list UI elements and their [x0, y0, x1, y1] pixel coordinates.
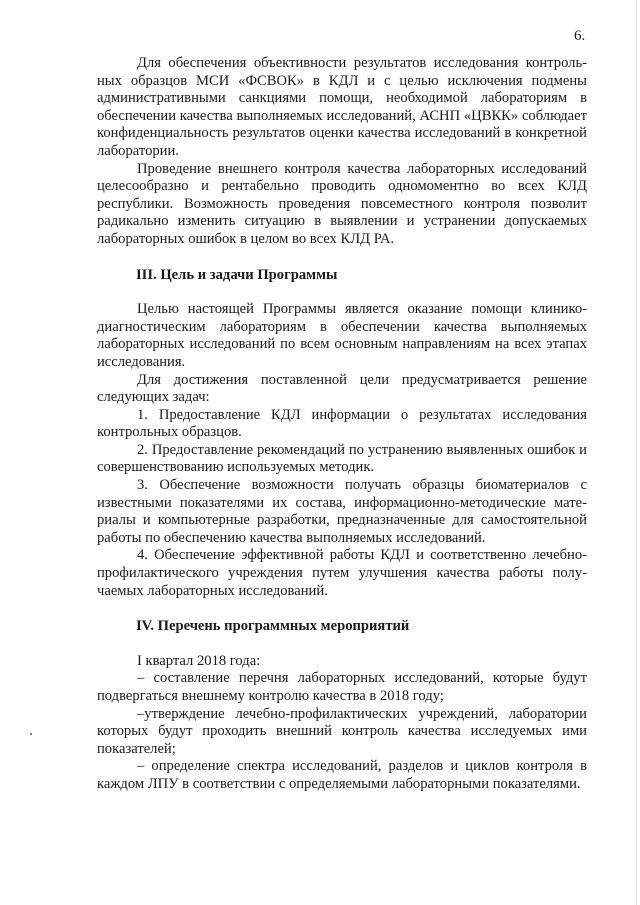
paragraph: Для достижения поставленной цели предусматривается решение следующих задач: [97, 371, 587, 406]
scan-artifact-dot [30, 733, 32, 735]
task-item-4: 4. Обеспечение эффективной работы КДЛ и соответственно лечебно-профилактического учреждения путем улучшения качества работы получаемых лабораторных исследований. [97, 547, 587, 599]
activity-item: – составление перечня лабораторных исследований, которые будут подвергаться внешнему контролю качества в 2018 году; [97, 670, 587, 704]
section-heading-3: III. Цель и задачи Программы [136, 266, 338, 283]
section-heading-4: IV. Перечень программных мероприятий [136, 618, 410, 635]
paragraph: Целью настоящей Программы является оказание помощи клинико-диагностическим лабораториям в обеспечении качества выполняемых лабораторных исследований по всем основным направлениям на всех этапах исследования. [97, 301, 587, 370]
page-edge [636, 0, 637, 905]
activity-item: –утверждение лечебно-профилактических учреждений, лаборатории которых будут проходить внешний контроль качества исследуемых ими показателей; [97, 705, 587, 757]
page-number: 6. [574, 28, 586, 44]
document-body [97, 55, 587, 794]
task-item-3: 3. Обеспечение возможности получать образцы биоматериалов с известными показателями их состава, информационно-методические материалы и компьютерные разработки, предназначенные для самостоятельной работы по обеспечению качества выполняемых исследований. [97, 477, 587, 546]
paragraph: Для обеспечения объективности результатов исследования контрольных образцов МСИ «ФСВОК» в КДЛ и с целью исключения подмены административными санкциями помощи, необходимой лабораториям в обеспечении качества выполняемых исследований, АСНП «ЦВКК» соблюдает конфиденциальность результатов оценки качества исследований в конкретной лаборатории. [97, 55, 587, 159]
quarter-label: I квартал 2018 года: [137, 652, 261, 669]
task-item-1: 1. Предоставление КДЛ информации о результатах исследования контрольных образцов. [97, 406, 587, 441]
paragraph: Проведение внешнего контроля качества лабораторных исследований целесообразно и рентабельно проводить одномоментно во всех КЛД республики. Возможность проведения повсеместного контроля позволит радикально изменить ситуацию в выявлении и устранении допускаемых лабораторных ошибок в целом во всех КЛД РА. [97, 160, 587, 247]
activity-item: – определение спектра исследований, разделов и циклов контроля в каждом ЛПУ в соответствии с определяемыми лабораторными показателями. [97, 758, 587, 792]
task-item-2: 2. Предоставление рекомендаций по устранению выявленных ошибок и совершенствованию используемых методик. [97, 441, 587, 476]
